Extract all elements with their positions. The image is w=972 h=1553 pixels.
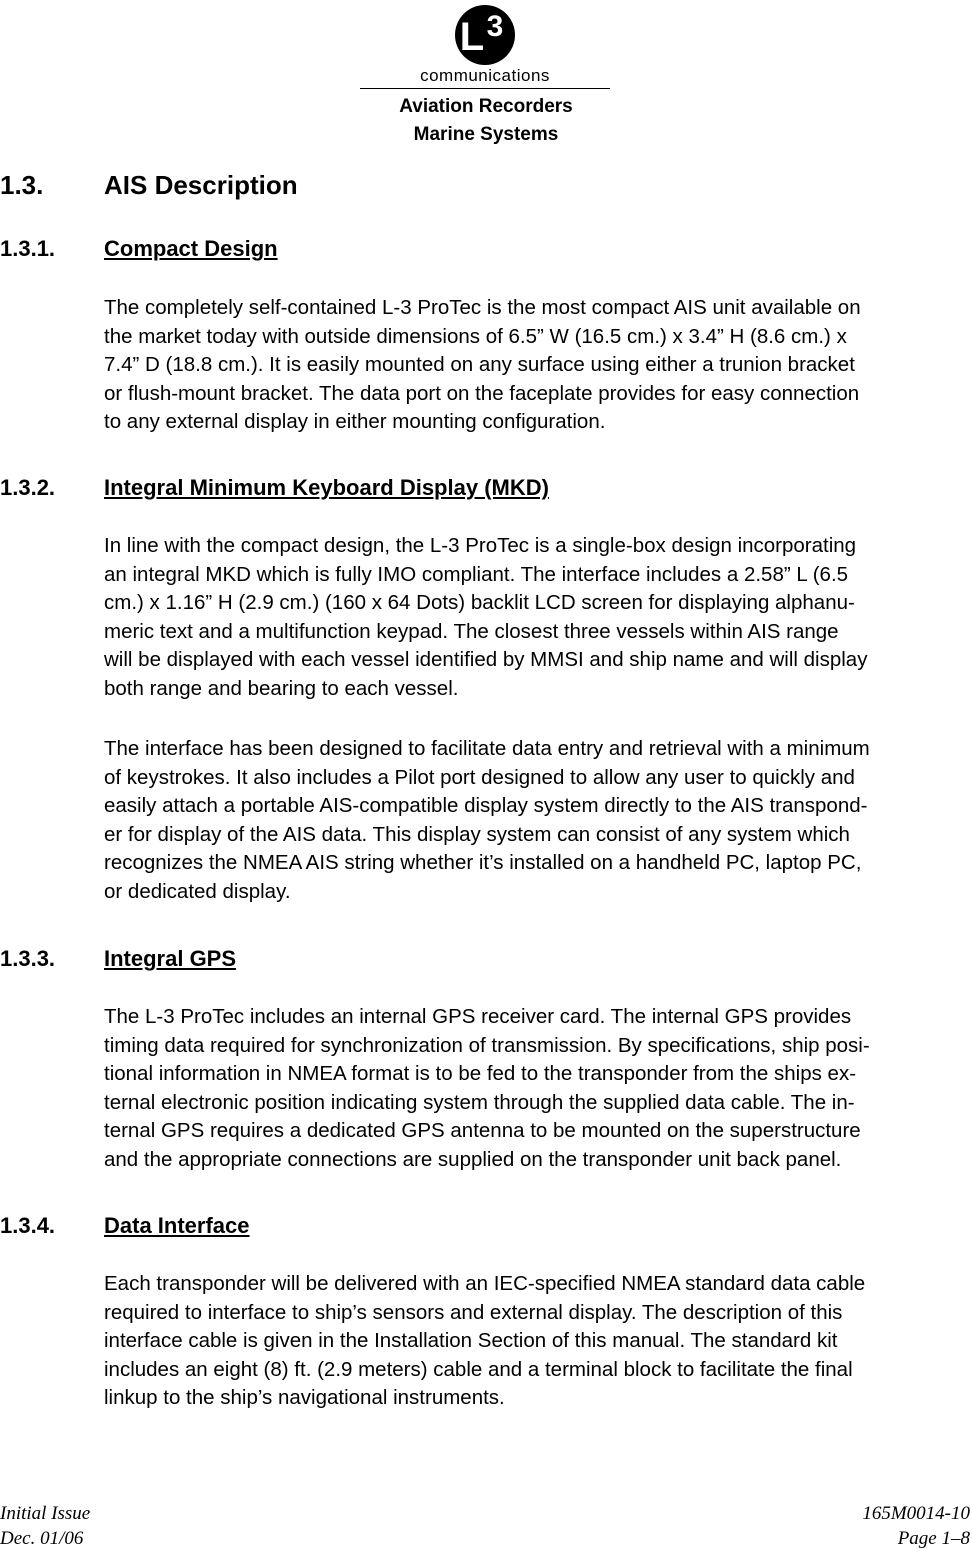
paragraph-line: timing data required for synchronization of transmission. By specifications, ship posi- <box>104 1033 870 1057</box>
subsection-title: Integral GPS <box>104 946 237 971</box>
paragraph-line: The L-3 ProTec includes an internal GPS receiver card. The internal GPS provides <box>104 1005 852 1028</box>
paragraph-line: recognizes the NMEA AIS string whether it’s installed on a handheld PC, laptop PC, <box>104 851 862 874</box>
logo-divider <box>360 88 610 89</box>
paragraph-line: or flush-mount bracket. The data port on the faceplate provides for easy connection <box>104 381 860 405</box>
svg-text:L: L <box>459 15 485 59</box>
logo-text: communications <box>420 66 550 85</box>
paragraph-line: both range and bearing to each vessel. <box>104 676 459 700</box>
header-aviation-recorders: Aviation Recorders <box>399 96 573 117</box>
subsection-title: Data Interface <box>104 1213 250 1238</box>
paragraph-line: easily attach a portable AIS-compatible display system directly to the AIS transpond- <box>104 794 868 817</box>
paragraph-mkd-1 <box>104 532 970 703</box>
footer-right <box>862 1501 970 1551</box>
paragraph-line: The completely self-contained L-3 ProTec is the most compact AIS unit available on <box>104 296 861 319</box>
section-title: AIS Description <box>104 170 298 200</box>
paragraph-line: required to interface to ship’s sensors and external display. The description of this <box>104 1300 843 1324</box>
footer-left <box>0 1501 90 1551</box>
l3-logo-icon <box>360 4 610 66</box>
company-logo <box>360 4 610 88</box>
subsection-number: 1.3.3. <box>0 946 56 971</box>
paragraph-line: includes an eight (8) ft. (2.9 meters) cable and a terminal block to facilitate the final <box>104 1357 853 1381</box>
subsection-heading-integral-gps <box>0 946 236 972</box>
paragraph-line: ternal electronic position indicating system through the supplied data cable. The in- <box>104 1090 855 1114</box>
paragraph-integral-gps <box>104 1003 970 1174</box>
paragraph-line: tional information in NMEA format is to be fed to the transponder from the ships ex- <box>104 1062 857 1085</box>
footer-page-number: Page 1–8 <box>897 1528 970 1549</box>
subsection-title: Compact Design <box>104 236 278 261</box>
section-number: 1.3. <box>0 170 44 200</box>
paragraph-line: er for display of the AIS data. This display system can consist of any system which <box>104 822 850 846</box>
footer-issue: Initial Issue <box>0 1503 91 1524</box>
subsection-heading-mkd <box>0 475 549 501</box>
paragraph-line: Each transponder will be delivered with an IEC-specified NMEA standard data cable <box>104 1272 866 1295</box>
subsection-heading-data-interface <box>0 1213 250 1239</box>
footer-document-number: 165M0014-10 <box>862 1503 970 1524</box>
paragraph-line: interface cable is given in the Installation Section of this manual. The standard kit <box>104 1329 838 1352</box>
paragraph-line: an integral MKD which is fully IMO compliant. The interface includes a 2.58” L (6.5 <box>104 562 849 586</box>
paragraph-line: and the appropriate connections are supplied on the transponder unit back panel. <box>104 1147 842 1171</box>
paragraph-line: 7.4” D (18.8 cm.). It is easily mounted on any surface using either a trunion bracket <box>104 353 855 376</box>
paragraph-line: the market today with outside dimensions of 6.5” W (16.5 cm.) x 3.4” H (8.6 cm.) x <box>104 324 847 348</box>
footer-date: Dec. 01/06 <box>0 1528 84 1549</box>
subsection-number: 1.3.2. <box>0 475 56 500</box>
paragraph-mkd-2 <box>104 735 970 906</box>
paragraph-line: or dedicated display. <box>104 879 291 903</box>
paragraph-line: The interface has been designed to facilitate data entry and retrieval with a minimum <box>104 737 870 760</box>
paragraph-line: of keystrokes. It also includes a Pilot port designed to allow any user to quickly and <box>104 765 855 789</box>
paragraph-data-interface <box>104 1270 970 1413</box>
subsection-number: 1.3.4. <box>0 1213 56 1238</box>
paragraph-line: ternal GPS requires a dedicated GPS antenna to be mounted on the superstructure <box>104 1119 861 1142</box>
section-heading <box>0 170 298 201</box>
subsection-heading-compact-design <box>0 236 278 262</box>
paragraph-line: cm.) x 1.16” H (2.9 cm.) (160 x 64 Dots) backlit LCD screen for displaying alphanu- <box>104 591 855 614</box>
subsection-title: Integral Minimum Keyboard Display (MKD) <box>104 475 549 500</box>
paragraph-line: to any external display in either mounting configuration. <box>104 410 606 433</box>
paragraph-line: will be displayed with each vessel identified by MMSI and ship name and will display <box>104 648 868 671</box>
paragraph-compact-design <box>104 294 970 437</box>
paragraph-line: linkup to the ship’s navigational instruments. <box>104 1386 505 1409</box>
paragraph-line: In line with the compact design, the L-3 ProTec is a single-box design incorporating <box>104 534 857 557</box>
header-marine-systems: Marine Systems <box>413 124 559 145</box>
svg-text:3: 3 <box>486 10 504 43</box>
subsection-number: 1.3.1. <box>0 236 56 261</box>
paragraph-line: meric text and a multifunction keypad. The closest three vessels within AIS range <box>104 619 839 643</box>
